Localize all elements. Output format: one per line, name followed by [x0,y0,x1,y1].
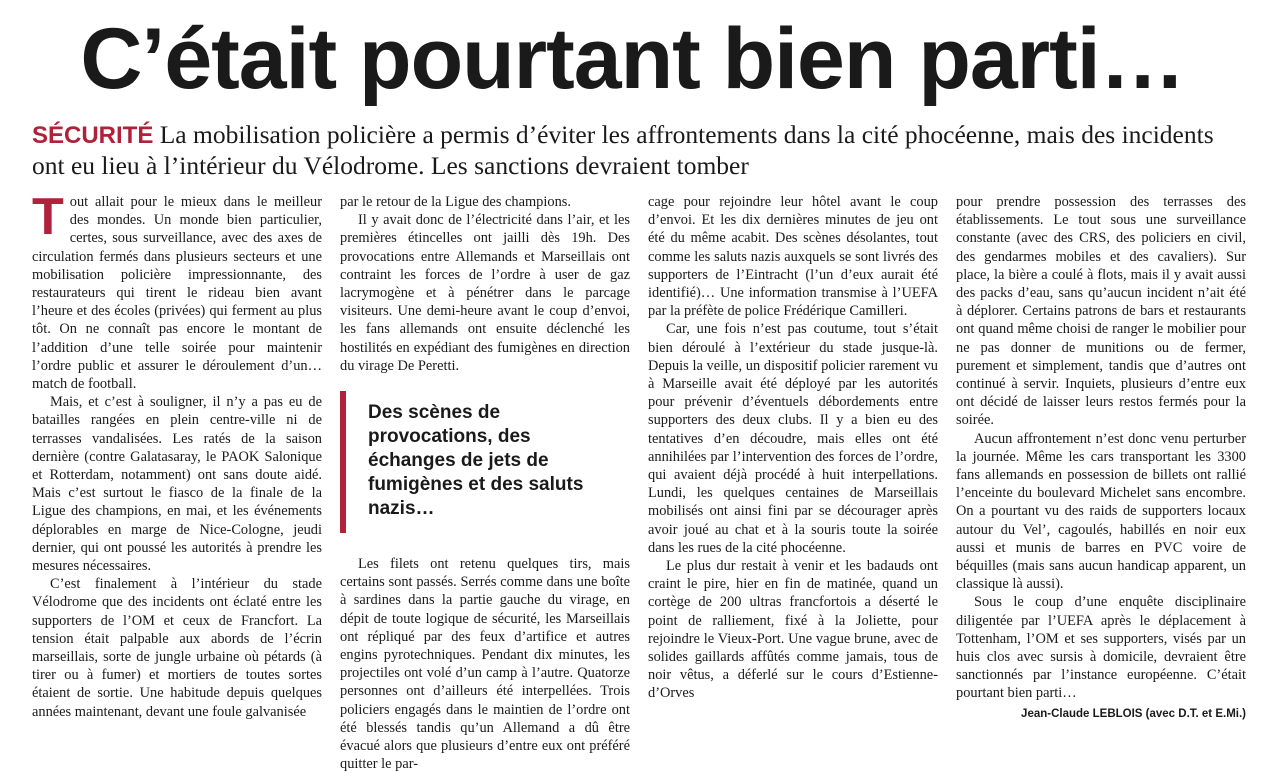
article-column-2 [340,193,630,773]
paragraph [32,188,322,393]
paragraph: Le plus dur restait à venir et les badauds ont craint le pire, hier en fin de matinée, quand un cortège de 200 ultras francfortois a déserté le point de ralliement, fixé à la Joliette, pour rejoindre le Vieux-Port. Une vague brune, avec de solides gaillards affûtés comme jamais, tous de noir vêtus, a déferlé sur le cours d’Estienne-d’Orves [648,558,938,702]
section-kicker: SÉCURITÉ [32,122,154,149]
standfirst [32,120,1242,181]
article-column-4 [956,193,1246,745]
paragraph: C’est finalement à l’intérieur du stade Vélodrome que des incidents ont éclaté entre les supporters de l’OM et ceux de Francfort. La tension était palpable aux abords de l’écrin marseillais, sorte de jungle urbaine où pétards (à tirer ou à fumer) et mortiers de toutes sortes étaient de sortie. Une habitude depuis quelques années maintenant, devant une foule galvanisée [32,576,322,720]
drop-cap: T [32,188,64,246]
pull-quote: Des scènes de provocations, des échanges de jets de fumigènes et des saluts nazis… [340,391,630,533]
paragraph: Aucun affrontement n’est donc venu perturber la journée. Même les cars transportant les 3300 fans allemands en possession de billets ont rallié l’enceinte du boulevard Michelet sans encombre. On a pourtant vu des raids de supporters locaux autour du Vel’, cagoulés, habillés en noir eux aussi et munis de barres en PVC voire de béquilles (mais sans aucun handicap apparent, un classique là aussi). [956,430,1246,593]
paragraph-text: out allait pour le mieux dans le meilleur des mondes. Un monde bien particulier, certes, sous surveillance, avec des axes de circulation fermés dans plusieurs secteurs et une mobilisation policière impressionnante, des restaurateurs qui tirent le rideau bien avant l’heure et des écoles (privées) qui ferment au plus tôt. On ne connaît pas encore le montant de l’addition d’une telle soirée pour maintenir l’ordre public et assurer le déroulement d’un… match de football. [32,194,322,393]
article-column-1 [32,188,322,745]
paragraph: pour prendre possession des terrasses des établissements. Le tout sous une surveillance constante (avec des CRS, des policiers en civil, des gendarmes mobiles et des cavaliers). Sur place, la bière a coulé à flots, mais il y avait aussi des packs d’eau, sans qu’aucun incident n’ait été à déplorer. Certains patrons de bars et restaurants ont quand même choisi de ranger le mobilier pour ne pas donner de munitions ou de fermer, purement et simplement, tandis que d’autres ont continué à servir. Inquiets, plusieurs d’entre eux ont décidé de laisser leurs restos fermés pour la soirée. [956,194,1246,429]
paragraph: Mais, et c’est à souligner, il n’y a pas eu de batailles rangées en plein centre-ville ni de terrasses vandalisées. Les ratés de la saison dernière (contre Galatasaray, le PAOK Salonique et Rotterdam, notamment) ont sans doute aidé. Mais c’est surtout le fiasco de la finale de la Ligue des champions, en mai, et les événements déplorables en marge de Nice-Cologne, jeudi dernier, qui ont poussé les autorités à prendre les mesures nécessaires. [32,394,322,575]
paragraph: Les filets ont retenu quelques tirs, mais certains sont passés. Serrés comme dans une boîte à sardines dans la partie gauche du virage, en dépit de toute logique de sécurité, les Marseillais ont répliqué par des feux d’artifice et autres engins pyrotechniques. Pendant dix minutes, les projectiles ont volé d’un camp à l’autre. Quatorze personnes ont d’ailleurs été interpellées. Trois policiers engagés dans le maintien de l’ordre ont été blessés tandis qu’un Allemand a dû être évacué alors que plusieurs d’entre eux ont préféré quitter le par- [340,556,630,773]
standfirst-text: La mobilisation policière a permis d’éviter les affrontements dans la cité phocéenne, mais des incidents ont eu lieu à l’intérieur du Vélodrome. Les sanctions devraient tomber [32,120,1214,180]
paragraph: Car, une fois n’est pas coutume, tout s’était bien déroulé à l’extérieur du stade jusque-là. Depuis la veille, un dispositif policier rarement vu à Marseille avait été déployé par les autorités pour prévenir d’éventuels débordements entre supporters des deux clubs. Il y a bien eu des tentatives d’en découdre, mais elles ont été annihilées par l’intervention des forces de l’ordre, qui avaient déjà procédé à huit interpellations. Lundi, les quelques centaines de Marseillais mobilisés ont ainsi fini par se décourager après avoir joué au chat et à la souris toute la soirée dans les rues de la cité phocéenne. [648,321,938,556]
article-column-3 [648,193,938,745]
paragraph: par le retour de la Ligue des champions. [340,194,571,210]
paragraph: Il y avait donc de l’électricité dans l’air, et les premières étincelles ont jailli dès 19h. Des provocations entre Allemands et Marseillais ont contraint les forces de l’ordre à user de gaz lacrymogène et à pénétrer dans le parcage visiteurs. Une demi-heure avant le coup d’envoi, les fans allemands ont ensuite déclenché les hostilités en expédiant des fumigènes en direction du virage De Peretti. [340,212,630,374]
article-headline: C’était pourtant bien parti… [80,11,1185,107]
paragraph: Sous le coup d’une enquête disciplinaire diligentée par l’UEFA après le déplacement à Tottenham, l’OM et ses supporters, visés par un huis clos avec sursis à domicile, devraient être sanctionnés par l’instance européenne. C’était pourtant bien parti… [956,594,1246,702]
paragraph: cage pour rejoindre leur hôtel avant le coup d’envoi. Et les dix dernières minutes de jeu ont été du même acabit. Des scènes désolantes, tout comme les saluts nazis auxquels se sont livrés des supporters de l’Eintracht (l’un d’eux aurait été identifié)… Une information transmise à l’UEFA par la préfète de police Frédérique Camilleri. [648,194,938,320]
byline: Jean-Claude LEBLOIS (avec D.T. et E.Mi.) [1021,707,1246,720]
